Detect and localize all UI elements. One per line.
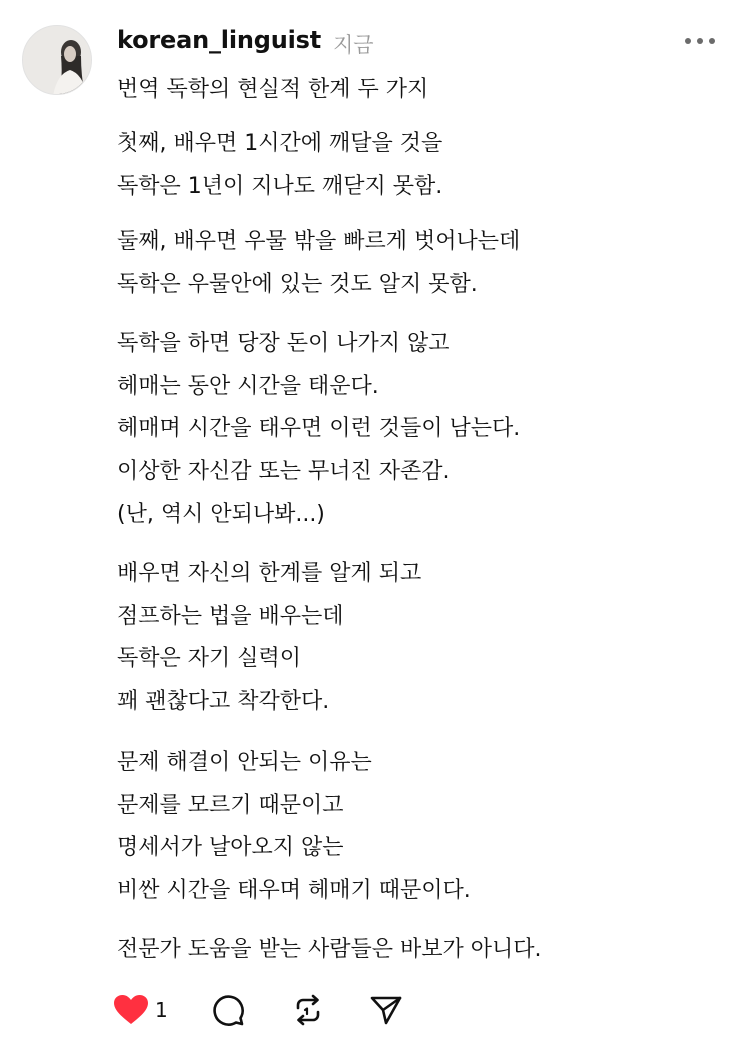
post-paragraph (117, 742, 471, 913)
like-count: 1 (155, 998, 168, 1022)
post-title: 번역 독학의 현실적 한계 두 가지 (117, 77, 429, 102)
more-options-button[interactable] (680, 28, 720, 54)
username[interactable]: korean_linguist (117, 26, 321, 54)
post-line: (난, 역시 안되나봐...) (117, 501, 325, 527)
post-line: 전문가 도움을 받는 사람들은 바보가 아니다. (117, 937, 542, 962)
share-button[interactable] (369, 988, 403, 1032)
comment-icon (211, 993, 245, 1027)
post-line: 문제 해결이 안되는 이유는 (117, 750, 372, 775)
post-line: 꽤 괜찮다고 착각한다. (117, 689, 330, 715)
post-paragraph (117, 123, 442, 208)
post-line: 비싼 시간을 태우며 헤매기 때문이다. (117, 878, 471, 904)
post-line: 독학은 자기 실력이 (117, 646, 302, 672)
comment-button[interactable] (211, 988, 245, 1032)
post-paragraph (117, 553, 421, 724)
profile-photo (23, 26, 92, 95)
post-line: 헤매며 시간을 태우면 이런 것들이 남는다. (117, 416, 521, 442)
post-line: 헤매는 동안 시간을 태운다. (117, 373, 379, 399)
share-icon (369, 993, 403, 1027)
repost-button[interactable] (291, 988, 325, 1032)
post-line: 배우면 자신의 한계를 알게 되고 (117, 561, 422, 586)
post-paragraph (117, 929, 542, 972)
post-line: 문제를 모르기 때문이고 (117, 792, 344, 818)
post-line: 독학은 우물안에 있는 것도 알지 못함. (117, 271, 478, 297)
more-icon (680, 28, 720, 54)
post-paragraph (117, 221, 520, 306)
post-line: 독학을 하면 당장 돈이 나가지 않고 (117, 331, 450, 356)
repost-icon (291, 993, 325, 1027)
post-actions-bar (113, 988, 433, 1032)
post-line: 명세서가 날아오지 않는 (117, 835, 344, 861)
avatar[interactable] (22, 25, 92, 95)
post-line: 점프하는 법을 배우는데 (117, 603, 344, 629)
post-line: 독학은 1년이 지나도 깨닫지 못함. (117, 173, 443, 199)
post-timestamp: 지금 (333, 33, 374, 57)
post-line: 둘째, 배우면 우물 밖을 빠르게 벗어나는데 (117, 229, 521, 254)
post-line: 이상한 자신감 또는 무너진 자존감. (117, 459, 450, 485)
heart-icon (113, 994, 149, 1026)
post-paragraph (117, 323, 520, 537)
like-button[interactable] (113, 988, 168, 1032)
post-line: 첫째, 배우면 1시간에 깨달을 것을 (117, 131, 443, 156)
